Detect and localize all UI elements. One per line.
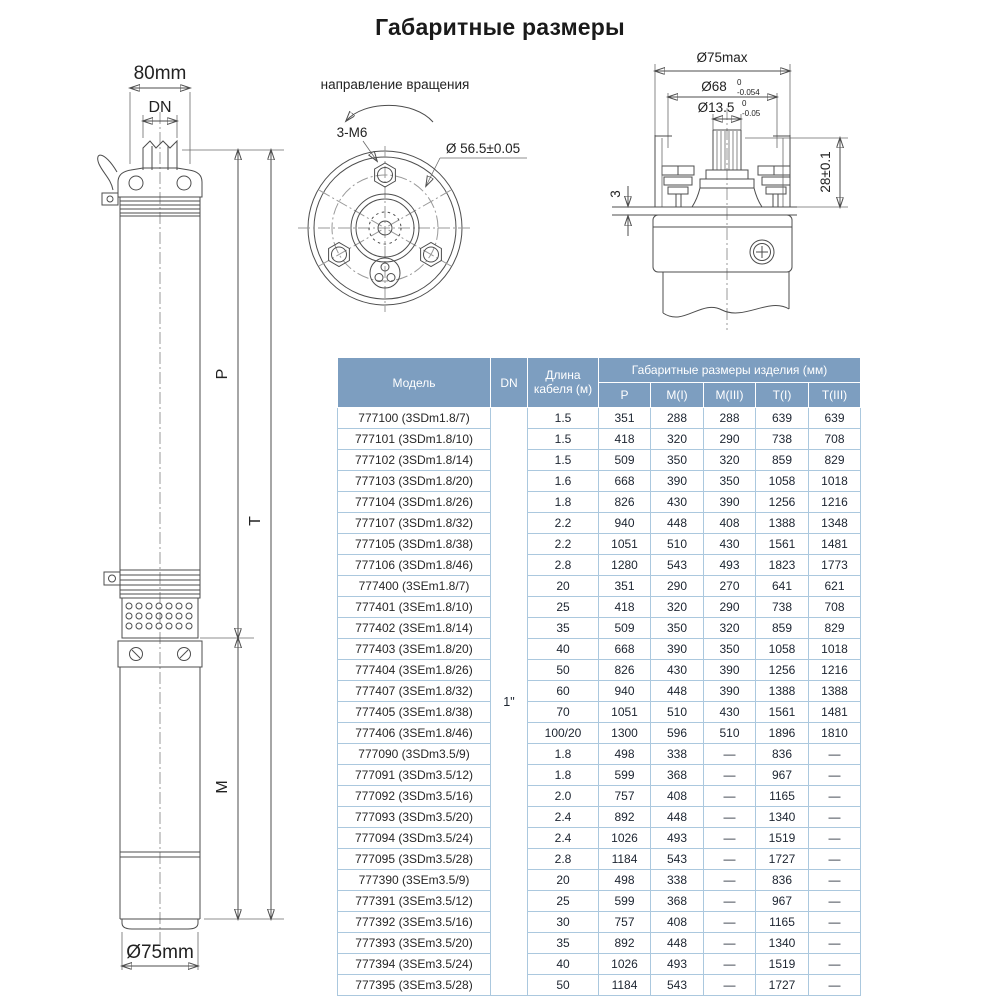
col-header-m3: M(III) (704, 383, 756, 408)
table-cell: 892 (599, 933, 651, 954)
col-header-model: Модель (338, 358, 491, 408)
table-cell: 290 (651, 576, 704, 597)
table-cell: 1481 (809, 702, 861, 723)
table-cell: 498 (599, 744, 651, 765)
dim-13-5: Ø13.5 (697, 100, 735, 115)
table-cell: 351 (599, 576, 651, 597)
table-body (338, 408, 861, 996)
model-cell: 777100 (3SDm1.8/7) (338, 408, 491, 429)
table-cell: 418 (599, 429, 651, 450)
table-cell: 510 (704, 723, 756, 744)
model-cell: 777094 (3SDm3.5/24) (338, 828, 491, 849)
table-row (338, 723, 861, 744)
table-row (338, 891, 861, 912)
table-cell: 599 (599, 891, 651, 912)
table-cell: 757 (599, 786, 651, 807)
table-row (338, 912, 861, 933)
pump-front-view (98, 63, 284, 970)
table-cell: 498 (599, 870, 651, 891)
table-cell: 1018 (809, 471, 861, 492)
table-cell: 1058 (756, 471, 809, 492)
table-cell: 509 (599, 618, 651, 639)
bolts-label: 3-М6 (336, 125, 368, 140)
table-cell: 967 (756, 765, 809, 786)
table-cell: — (704, 765, 756, 786)
dim-p: P (214, 368, 231, 380)
model-cell: 777103 (3SDm1.8/20) (338, 471, 491, 492)
table-cell: 1.5 (528, 450, 599, 471)
table-cell: 1.5 (528, 429, 599, 450)
table-cell: 1.5 (528, 408, 599, 429)
bolt-circle-diameter-label: Ø 56.5±0.05 (445, 141, 521, 156)
dim-m: M (214, 780, 231, 794)
model-cell: 777402 (3SEm1.8/14) (338, 618, 491, 639)
table-cell: — (809, 765, 861, 786)
table-row (338, 828, 861, 849)
table-cell: 351 (599, 408, 651, 429)
table-cell: 430 (651, 492, 704, 513)
dim-13-5-tol-upper: 0 (742, 99, 747, 108)
table-cell: 967 (756, 891, 809, 912)
table-cell: 859 (756, 618, 809, 639)
table-cell: 288 (704, 408, 756, 429)
model-cell: 777393 (3SEm3.5/20) (338, 933, 491, 954)
table-cell: — (809, 744, 861, 765)
table-cell: 430 (704, 534, 756, 555)
table-cell: 1519 (756, 828, 809, 849)
table-cell: 288 (651, 408, 704, 429)
table-row (338, 555, 861, 576)
table-cell: 35 (528, 618, 599, 639)
table-row (338, 492, 861, 513)
table-cell: — (809, 870, 861, 891)
model-cell: 777093 (3SDm3.5/20) (338, 807, 491, 828)
pump-top-view (298, 77, 527, 312)
table-row (338, 702, 861, 723)
table-cell: 338 (651, 870, 704, 891)
table-cell: 1481 (809, 534, 861, 555)
table-cell: 390 (651, 639, 704, 660)
table-cell: 1184 (599, 975, 651, 996)
table-cell: — (809, 828, 861, 849)
table-row (338, 870, 861, 891)
table-cell: 836 (756, 744, 809, 765)
table-cell: 25 (528, 597, 599, 618)
model-cell: 777107 (3SDm1.8/32) (338, 513, 491, 534)
table-cell: 826 (599, 492, 651, 513)
table-cell: 320 (651, 429, 704, 450)
table-cell: — (809, 849, 861, 870)
table-cell: 1300 (599, 723, 651, 744)
dim-width-80mm: 80mm (133, 63, 187, 84)
table-cell: 390 (651, 471, 704, 492)
dim-75max: Ø75max (696, 50, 748, 65)
table-cell: 493 (651, 828, 704, 849)
table-cell: — (704, 870, 756, 891)
table-cell: 320 (704, 618, 756, 639)
model-cell: 777404 (3SEm1.8/26) (338, 660, 491, 681)
table-cell: 20 (528, 870, 599, 891)
col-header-t1: T(I) (756, 383, 809, 408)
model-cell: 777104 (3SDm1.8/26) (338, 492, 491, 513)
col-header-cable-length: Длина кабеля (м) (528, 358, 599, 408)
table-cell: — (704, 912, 756, 933)
table-cell: 509 (599, 450, 651, 471)
model-cell: 777102 (3SDm1.8/14) (338, 450, 491, 471)
table-cell: 350 (704, 471, 756, 492)
col-header-dims-group: Габаритные размеры изделия (мм) (599, 358, 861, 383)
table-row (338, 534, 861, 555)
table-cell: 290 (704, 429, 756, 450)
table-cell: — (704, 954, 756, 975)
table-cell: 448 (651, 681, 704, 702)
model-cell: 777390 (3SEm3.5/9) (338, 870, 491, 891)
table-cell: 270 (704, 576, 756, 597)
table-cell: 290 (704, 597, 756, 618)
table-cell: 50 (528, 660, 599, 681)
dim-68-tol-upper: 0 (737, 78, 742, 87)
table-row (338, 807, 861, 828)
table-cell: 368 (651, 891, 704, 912)
table-cell: 757 (599, 912, 651, 933)
table-cell: 641 (756, 576, 809, 597)
table-cell: 829 (809, 450, 861, 471)
table-cell: 40 (528, 639, 599, 660)
table-row (338, 975, 861, 996)
dim-13-5-tol-lower: -0.05 (742, 109, 761, 118)
rotation-direction-label: направление вращения (320, 77, 470, 92)
page-title: Габаритные размеры (375, 14, 625, 40)
table-cell: 368 (651, 765, 704, 786)
table-cell: — (704, 744, 756, 765)
model-cell: 777405 (3SEm1.8/38) (338, 702, 491, 723)
table-cell: 510 (651, 534, 704, 555)
table-cell: 1388 (809, 681, 861, 702)
table-cell: 1340 (756, 807, 809, 828)
model-cell: 777095 (3SDm3.5/28) (338, 849, 491, 870)
table-cell: 1051 (599, 702, 651, 723)
table-cell: 940 (599, 513, 651, 534)
table-cell: 50 (528, 975, 599, 996)
table-cell: 940 (599, 681, 651, 702)
table-cell: — (809, 933, 861, 954)
model-cell: 777391 (3SEm3.5/12) (338, 891, 491, 912)
table-cell: 2.4 (528, 807, 599, 828)
table-cell: 543 (651, 555, 704, 576)
rotation-arrow (346, 105, 433, 122)
dim-3: 3 (608, 190, 623, 198)
table-cell: 1165 (756, 912, 809, 933)
table-cell: 1.8 (528, 744, 599, 765)
model-cell: 777407 (3SEm1.8/32) (338, 681, 491, 702)
table-cell: 859 (756, 450, 809, 471)
model-cell: 777392 (3SEm3.5/16) (338, 912, 491, 933)
model-cell: 777400 (3SEm1.8/7) (338, 576, 491, 597)
table-cell: 20 (528, 576, 599, 597)
table-cell: 390 (704, 681, 756, 702)
table-cell: — (809, 807, 861, 828)
table-cell: 708 (809, 429, 861, 450)
table-cell: 1280 (599, 555, 651, 576)
table-row (338, 933, 861, 954)
table-cell: 338 (651, 744, 704, 765)
table-row (338, 744, 861, 765)
table-cell: 408 (651, 912, 704, 933)
table-cell: 320 (704, 450, 756, 471)
table-cell: 350 (704, 639, 756, 660)
table-cell: 1165 (756, 786, 809, 807)
table-cell: 320 (651, 597, 704, 618)
table-row (338, 849, 861, 870)
table-row (338, 408, 861, 429)
table-cell: 1561 (756, 534, 809, 555)
model-cell: 777090 (3SDm3.5/9) (338, 744, 491, 765)
table-cell: — (809, 912, 861, 933)
model-cell: 777092 (3SDm3.5/16) (338, 786, 491, 807)
table-cell: 2.4 (528, 828, 599, 849)
table-cell: 1773 (809, 555, 861, 576)
table-row (338, 660, 861, 681)
model-cell: 777105 (3SDm1.8/38) (338, 534, 491, 555)
table-cell: 829 (809, 618, 861, 639)
table-cell: 1.6 (528, 471, 599, 492)
table-cell: 1026 (599, 828, 651, 849)
table-cell: 493 (651, 954, 704, 975)
table-cell: 2.2 (528, 513, 599, 534)
table-cell: 1561 (756, 702, 809, 723)
model-cell: 777401 (3SEm1.8/10) (338, 597, 491, 618)
model-cell: 777403 (3SEm1.8/20) (338, 639, 491, 660)
cable-hook (98, 155, 117, 190)
dimensions-table (337, 357, 861, 996)
table-cell: 892 (599, 807, 651, 828)
table-cell: 1026 (599, 954, 651, 975)
table-cell: 668 (599, 639, 651, 660)
pump-side-view (608, 50, 848, 330)
table-cell: 1.8 (528, 765, 599, 786)
dim-68: Ø68 (701, 79, 727, 94)
table-cell: 668 (599, 471, 651, 492)
table-cell: 100/20 (528, 723, 599, 744)
table-cell: — (809, 954, 861, 975)
table-cell: 639 (809, 408, 861, 429)
table-cell: 2.8 (528, 555, 599, 576)
table-cell: 1823 (756, 555, 809, 576)
model-cell: 777394 (3SEm3.5/24) (338, 954, 491, 975)
table-cell: 448 (651, 513, 704, 534)
table-cell: — (809, 975, 861, 996)
table-cell: 738 (756, 597, 809, 618)
table-row (338, 639, 861, 660)
table-cell: 1810 (809, 723, 861, 744)
table-cell: 1058 (756, 639, 809, 660)
table-row (338, 954, 861, 975)
table-cell: 1727 (756, 849, 809, 870)
table-cell: 418 (599, 597, 651, 618)
table-cell: 430 (651, 660, 704, 681)
model-cell: 777406 (3SEm1.8/46) (338, 723, 491, 744)
table-row (338, 513, 861, 534)
table-row (338, 471, 861, 492)
table-row (338, 429, 861, 450)
table-cell: 599 (599, 765, 651, 786)
table-row (338, 786, 861, 807)
table-cell: 448 (651, 933, 704, 954)
table-cell: 826 (599, 660, 651, 681)
table-row (338, 597, 861, 618)
table-cell: 1388 (756, 681, 809, 702)
table-cell: 1216 (809, 492, 861, 513)
dim-28: 28±0.1 (818, 151, 833, 193)
table-cell: 350 (651, 618, 704, 639)
table-cell: 1727 (756, 975, 809, 996)
table-cell: — (704, 891, 756, 912)
table-cell: 2.0 (528, 786, 599, 807)
table-cell: 408 (651, 786, 704, 807)
col-header-dn: DN (491, 358, 528, 408)
table-cell: 1348 (809, 513, 861, 534)
table-cell: 708 (809, 597, 861, 618)
dim-t: T (247, 516, 264, 526)
table-cell: 35 (528, 933, 599, 954)
table-cell: — (704, 807, 756, 828)
table-cell: 543 (651, 849, 704, 870)
model-cell: 777091 (3SDm3.5/12) (338, 765, 491, 786)
table-row (338, 618, 861, 639)
dim-diameter-75mm: Ø75mm (126, 942, 194, 963)
table-cell: 390 (704, 660, 756, 681)
table-cell: 493 (704, 555, 756, 576)
table-cell: 1340 (756, 933, 809, 954)
col-header-m1: M(I) (651, 383, 704, 408)
table-cell: — (809, 891, 861, 912)
table-cell: 25 (528, 891, 599, 912)
dim-68-tol-lower: -0.054 (737, 88, 760, 97)
table-cell: — (704, 933, 756, 954)
model-cell: 777101 (3SDm1.8/10) (338, 429, 491, 450)
table-cell: 543 (651, 975, 704, 996)
model-cell: 777395 (3SEm3.5/28) (338, 975, 491, 996)
table-cell: 430 (704, 702, 756, 723)
table-cell: 1018 (809, 639, 861, 660)
table-cell: 1519 (756, 954, 809, 975)
table-cell: 448 (651, 807, 704, 828)
table-cell: — (809, 786, 861, 807)
table-row (338, 450, 861, 471)
table-cell: 408 (704, 513, 756, 534)
table-cell: 1256 (756, 492, 809, 513)
col-header-p: P (599, 383, 651, 408)
dn-merged-cell: 1" (491, 408, 528, 996)
table-cell: 596 (651, 723, 704, 744)
table-cell: 1.8 (528, 492, 599, 513)
table-cell: 350 (651, 450, 704, 471)
table-cell: 738 (756, 429, 809, 450)
table-cell: 1184 (599, 849, 651, 870)
dim-dn: DN (148, 99, 172, 116)
table-cell: 40 (528, 954, 599, 975)
table-cell: 1051 (599, 534, 651, 555)
table-cell: 390 (704, 492, 756, 513)
table-cell: — (704, 975, 756, 996)
table-row (338, 765, 861, 786)
table-cell: — (704, 828, 756, 849)
col-header-t3: T(III) (809, 383, 861, 408)
table-cell: 1216 (809, 660, 861, 681)
table-cell: 70 (528, 702, 599, 723)
table-cell: 2.2 (528, 534, 599, 555)
table-cell: 621 (809, 576, 861, 597)
table-cell: 510 (651, 702, 704, 723)
table-cell: 30 (528, 912, 599, 933)
table-cell: — (704, 849, 756, 870)
model-cell: 777106 (3SDm1.8/46) (338, 555, 491, 576)
table-row (338, 681, 861, 702)
table-cell: 639 (756, 408, 809, 429)
table-cell: 1256 (756, 660, 809, 681)
table-cell: 1388 (756, 513, 809, 534)
table-cell: 1896 (756, 723, 809, 744)
table-cell: — (704, 786, 756, 807)
table-row (338, 576, 861, 597)
table-cell: 836 (756, 870, 809, 891)
table-cell: 2.8 (528, 849, 599, 870)
table-cell: 60 (528, 681, 599, 702)
